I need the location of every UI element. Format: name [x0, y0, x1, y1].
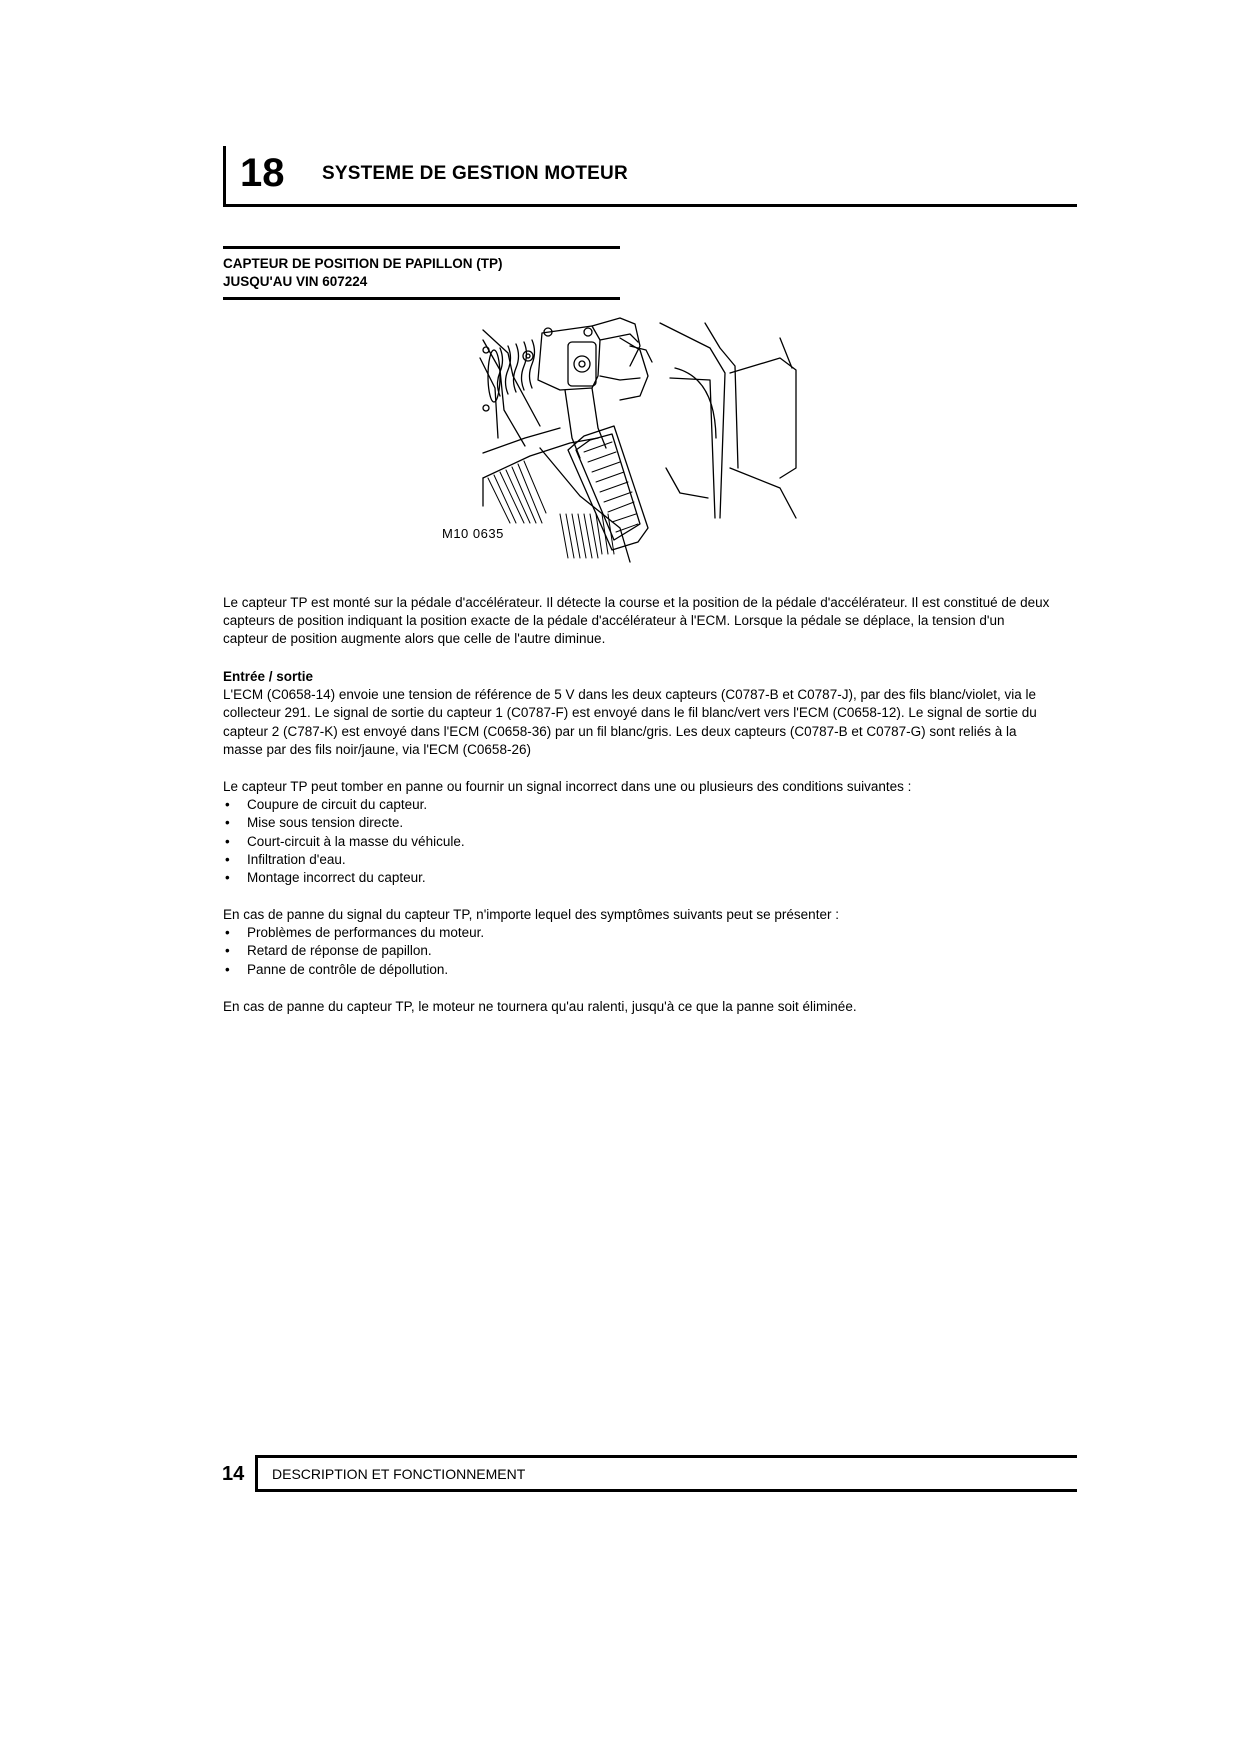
symptoms-section [223, 906, 1053, 979]
failure-intro: Le capteur TP peut tomber en panne ou fournir un signal incorrect dans une ou plusieurs des conditions suivantes : [223, 779, 912, 794]
chapter-number: 18 [240, 151, 285, 195]
io-text: L'ECM (C0658-14) envoie une tension de référence de 5 V dans les deux capteurs (C0787-B et C0787-J), par des fils blanc/violet, via le collecteur 291. Le signal de sortie du capteur 1 (C0787-F) est envoyé dans le fil blanc/vert vers l'ECM (C0658-12). Le signal de sortie du capteur 2 (C787-K) est envoyé dans l'ECM (C0658-36) par un fil blanc/gris. Les deux capteurs (C0787-B et C0787-G) sont reliés à la masse par des fils noir/jaune, via l'ECM (C0658-26) [223, 687, 1037, 757]
failure-list [223, 796, 1053, 887]
conclusion-text: En cas de panne du capteur TP, le moteur ne tournera qu'au ralenti, jusqu'à ce que la panne soit éliminée. [223, 999, 857, 1014]
footer-section-title: DESCRIPTION ET FONCTIONNEMENT [272, 1466, 526, 1482]
footer-rule-top [255, 1455, 1077, 1458]
io-section [223, 668, 1053, 759]
footer-vertical-rule [255, 1455, 258, 1492]
conclusion-paragraph [223, 998, 1053, 1016]
intro-text: Le capteur TP est monté sur la pédale d'accélérateur. Il détecte la course et la position de la pédale d'accélérateur. Il est constitué de deux capteurs de position indiquant la position exacte de la pédale d'accélérateur à l'ECM. Lorsque la pédale se déplace, la tension d'un capteur de position augmente alors que celle de l'autre diminue. [223, 595, 1050, 647]
section-title-line2: JUSQU'AU VIN 607224 [223, 274, 368, 289]
list-item: • Panne de contrôle de dépollution. [223, 961, 1053, 979]
header-horizontal-rule [223, 204, 1077, 207]
footer-rule-bottom [255, 1489, 1077, 1492]
list-item: • Retard de réponse de papillon. [223, 942, 1053, 960]
list-item: • Mise sous tension directe. [223, 814, 1053, 832]
io-heading: Entrée / sortie [223, 669, 314, 684]
intro-paragraph [223, 594, 1053, 649]
list-item: • Court-circuit à la masse du véhicule. [223, 833, 1053, 851]
symptoms-list [223, 924, 1053, 979]
chapter-title: SYSTEME DE GESTION MOTEUR [322, 163, 628, 184]
section-rule-top [223, 246, 620, 249]
accelerator-pedal-illustration [442, 318, 800, 562]
failure-section [223, 778, 1053, 887]
figure-label: M10 0635 [442, 526, 504, 541]
list-item: • Infiltration d'eau. [223, 851, 1053, 869]
page-number: 14 [222, 1463, 245, 1485]
list-item: • Problèmes de performances du moteur. [223, 924, 1053, 942]
list-item: • Montage incorrect du capteur. [223, 869, 1053, 887]
header-vertical-rule [223, 146, 226, 206]
list-item: • Coupure de circuit du capteur. [223, 796, 1053, 814]
section-rule-bottom [223, 297, 620, 300]
symptoms-intro: En cas de panne du signal du capteur TP, n'importe lequel des symptômes suivants peut se présenter : [223, 907, 839, 922]
section-title-line1: CAPTEUR DE POSITION DE PAPILLON (TP) [223, 256, 503, 271]
